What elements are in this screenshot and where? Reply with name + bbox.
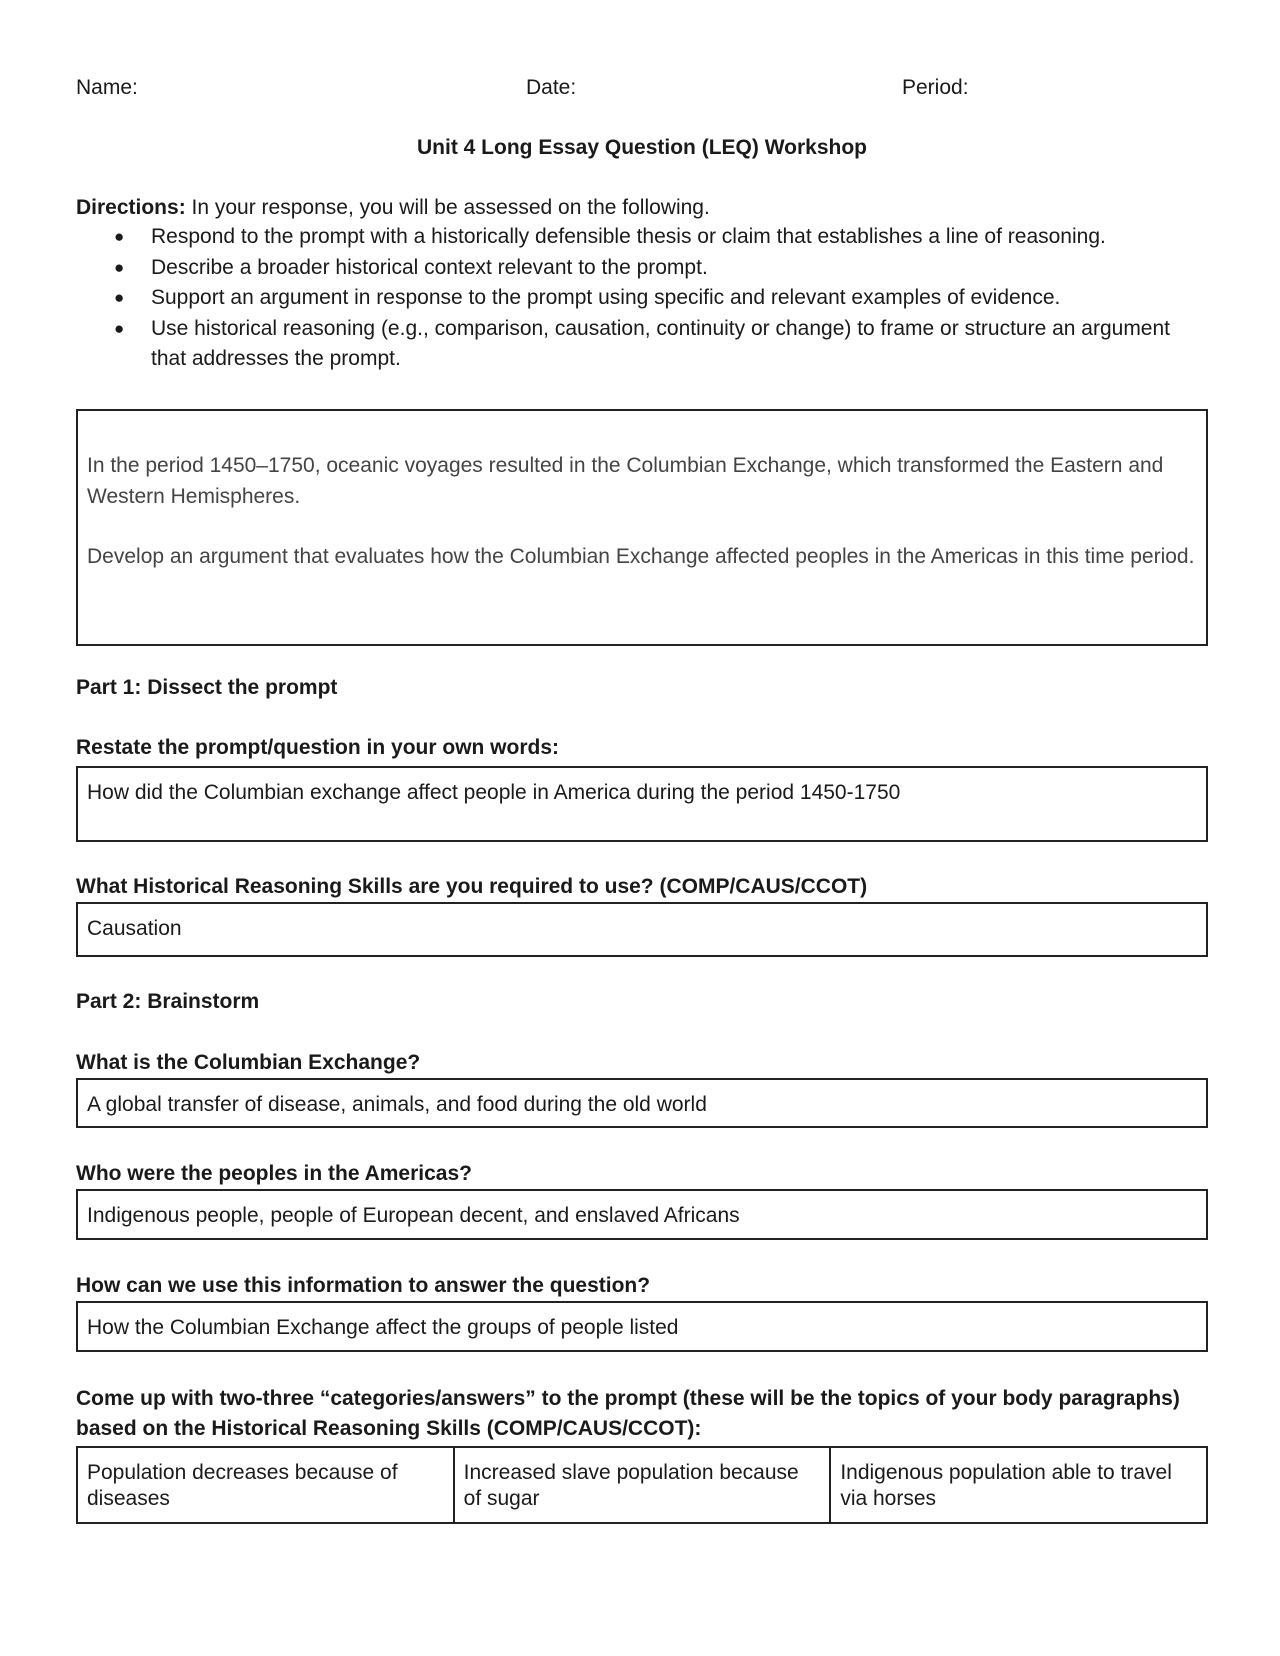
directions-list — [76, 222, 1208, 375]
category-cell-2[interactable]: Increased slave population because of sugar — [454, 1447, 831, 1523]
restate-answer: How did the Columbian exchange affect people in America during the period 1450-1750 — [87, 781, 901, 804]
category-cell-3[interactable]: Indigenous population able to travel via horses — [830, 1447, 1207, 1523]
restate-answer-box[interactable] — [76, 766, 1208, 842]
bullet-icon: ● — [114, 257, 125, 277]
bullet-icon: ● — [114, 318, 125, 338]
directions — [76, 196, 710, 220]
use-information-answer: How the Columbian Exchange affect the groups of people listed — [87, 1316, 679, 1339]
skills-answer: Causation — [87, 917, 182, 940]
list-item: ● Use historical reasoning (e.g., comparison, causation, continuity or change) to frame or structure an argument that addresses the prompt. — [76, 314, 1208, 375]
use-information-question: How can we use this information to answer the question? — [76, 1274, 651, 1297]
part1-heading: Part 1: Dissect the prompt — [76, 676, 338, 699]
skills-answer-box[interactable] — [76, 902, 1208, 957]
skills-question: What Historical Reasoning Skills are you required to use? (COMP/CAUS/CCOT) — [76, 875, 868, 898]
peoples-question: Who were the peoples in the Americas? — [76, 1162, 472, 1185]
bullet-icon: ● — [114, 288, 125, 307]
prompt-paragraph-1: In the period 1450–1750, oceanic voyages resulted in the Columbian Exchange, which transformed the Eastern and Western Hemispheres. — [87, 454, 1164, 508]
list-item: ● Describe a broader historical context relevant to the prompt. — [76, 253, 1208, 284]
date-label: Date: — [526, 76, 577, 99]
prompt-box — [76, 409, 1208, 646]
category-cell-1[interactable]: Population decreases because of diseases — [77, 1447, 454, 1523]
columbian-exchange-answer-box[interactable] — [76, 1078, 1208, 1128]
directions-label: Directions: — [76, 196, 186, 219]
restate-question: Restate the prompt/question in your own words: — [76, 736, 560, 759]
peoples-answer: Indigenous people, people of European decent, and enslaved Africans — [87, 1204, 740, 1227]
categories-table — [76, 1446, 1208, 1524]
directions-intro: In your response, you will be assessed on the following. — [185, 196, 710, 219]
bullet-icon: ● — [114, 227, 125, 246]
peoples-answer-box[interactable] — [76, 1189, 1208, 1240]
worksheet-title: Unit 4 Long Essay Question (LEQ) Workshop — [417, 136, 867, 159]
list-item: ● Support an argument in response to the prompt using specific and relevant examples of evidence. — [76, 283, 1208, 314]
use-information-answer-box[interactable] — [76, 1301, 1208, 1352]
period-label: Period: — [902, 76, 969, 99]
prompt-paragraph-2: Develop an argument that evaluates how the Columbian Exchange affected peoples in the Americas in this time period. — [87, 545, 1195, 568]
table-row — [77, 1447, 1207, 1523]
columbian-exchange-answer: A global transfer of disease, animals, and food during the old world — [87, 1093, 707, 1116]
list-item: ● Respond to the prompt with a historically defensible thesis or claim that establishes a line of reasoning. — [76, 222, 1208, 253]
name-label: Name: — [76, 76, 138, 99]
part2-heading: Part 2: Brainstorm — [76, 990, 260, 1013]
categories-question: Come up with two-three “categories/answers” to the prompt (these will be the topics of your body paragraphs) based on the Historical Reasoning Skills (COMP/CAUS/CCOT): — [76, 1387, 1180, 1440]
columbian-exchange-question: What is the Columbian Exchange? — [76, 1051, 421, 1074]
